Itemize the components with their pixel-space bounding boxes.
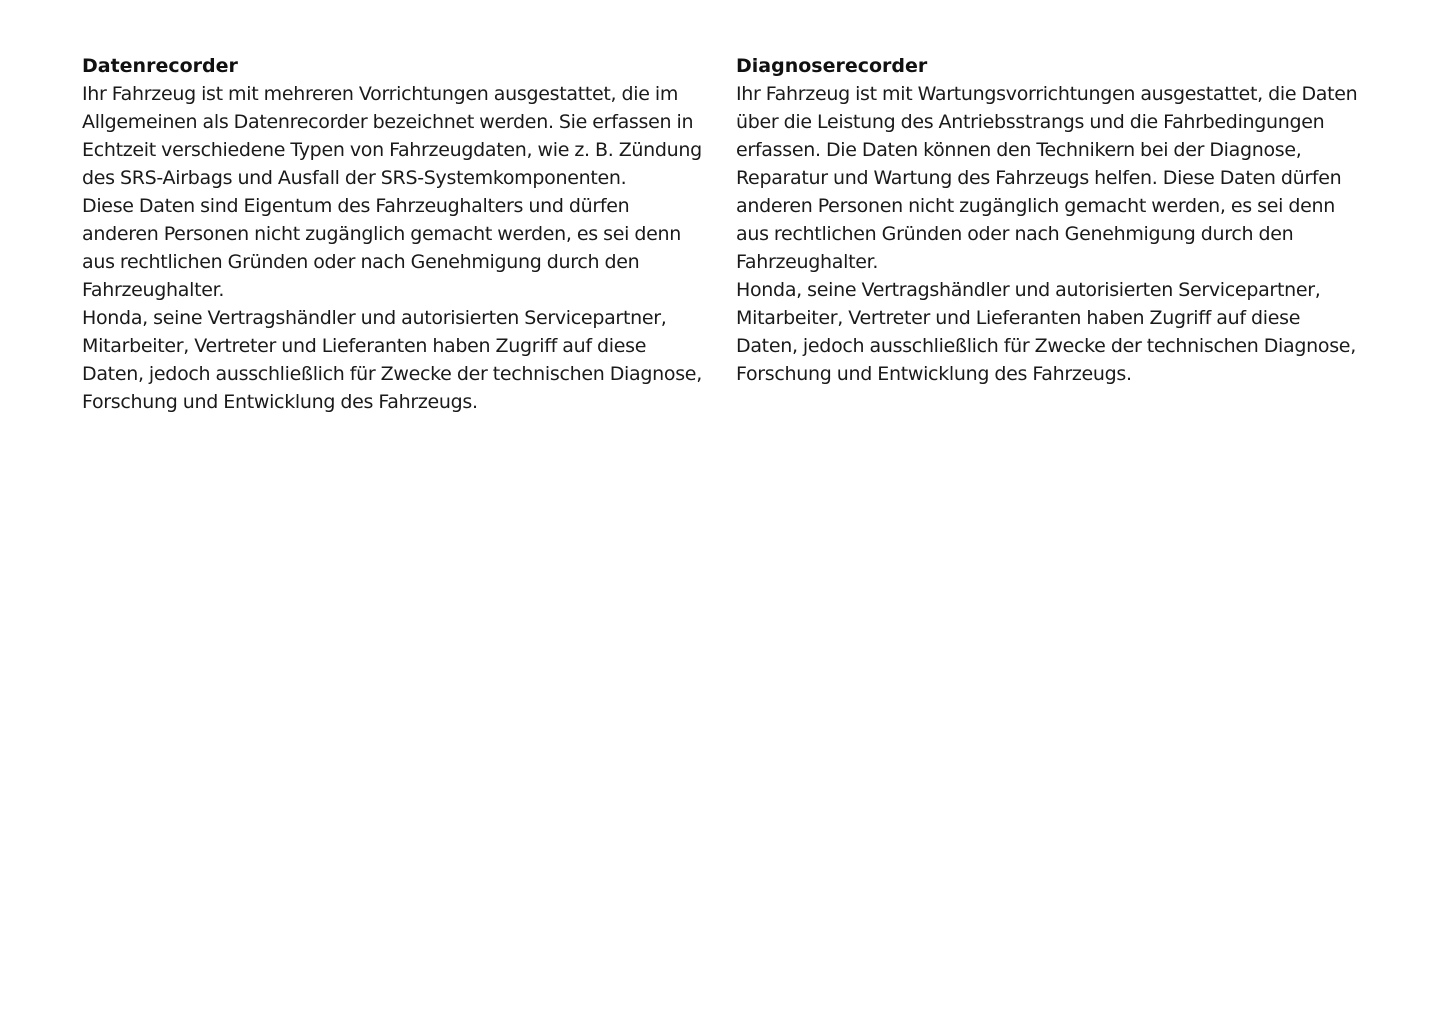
section-heading: Datenrecorder xyxy=(82,55,238,77)
text-line: Forschung und Entwicklung des Fahrzeugs. xyxy=(82,391,478,413)
text-line: Fahrzeughalter. xyxy=(82,279,225,301)
text-line: Ihr Fahrzeug ist mit mehreren Vorrichtungen ausgestattet, die im xyxy=(82,83,679,105)
text-line: Echtzeit verschiedene Typen von Fahrzeugdaten, wie z. B. Zündung xyxy=(82,139,702,161)
text-line: Honda, seine Vertragshändler und autorisierten Servicepartner, xyxy=(82,307,667,329)
section-datenrecorder xyxy=(82,52,712,416)
text-line: anderen Personen nicht zugänglich gemacht werden, es sei denn xyxy=(736,195,1335,217)
text-line: des SRS-Airbags und Ausfall der SRS-Systemkomponenten. xyxy=(82,167,627,189)
text-line: Honda, seine Vertragshändler und autorisierten Servicepartner, xyxy=(736,279,1321,301)
section-heading: Diagnoserecorder xyxy=(736,55,928,77)
text-line: Mitarbeiter, Vertreter und Lieferanten haben Zugriff auf diese xyxy=(82,335,647,357)
section-diagnoserecorder xyxy=(736,52,1366,388)
text-line: aus rechtlichen Gründen oder nach Genehmigung durch den xyxy=(736,223,1294,245)
text-line: anderen Personen nicht zugänglich gemacht werden, es sei denn xyxy=(82,223,681,245)
text-line: Reparatur und Wartung des Fahrzeugs helfen. Diese Daten dürfen xyxy=(736,167,1342,189)
text-line: Daten, jedoch ausschließlich für Zwecke der technischen Diagnose, xyxy=(82,363,702,385)
text-line: aus rechtlichen Gründen oder nach Genehmigung durch den xyxy=(82,251,640,273)
paragraph xyxy=(82,192,712,304)
text-line: Diese Daten sind Eigentum des Fahrzeughalters und dürfen xyxy=(82,195,630,217)
text-line: Mitarbeiter, Vertreter und Lieferanten haben Zugriff auf diese xyxy=(736,307,1301,329)
paragraph xyxy=(736,80,1366,276)
paragraph xyxy=(82,80,712,192)
text-line: Daten, jedoch ausschließlich für Zwecke der technischen Diagnose, xyxy=(736,335,1356,357)
paragraph xyxy=(82,304,712,416)
text-line: Ihr Fahrzeug ist mit Wartungsvorrichtungen ausgestattet, die Daten xyxy=(736,83,1358,105)
text-line: erfassen. Die Daten können den Technikern bei der Diagnose, xyxy=(736,139,1302,161)
text-line: Fahrzeughalter. xyxy=(736,251,879,273)
paragraph xyxy=(736,276,1366,388)
text-line: über die Leistung des Antriebsstrangs und die Fahrbedingungen xyxy=(736,111,1325,133)
text-line: Forschung und Entwicklung des Fahrzeugs. xyxy=(736,363,1132,385)
text-line: Allgemeinen als Datenrecorder bezeichnet werden. Sie erfassen in xyxy=(82,111,694,133)
